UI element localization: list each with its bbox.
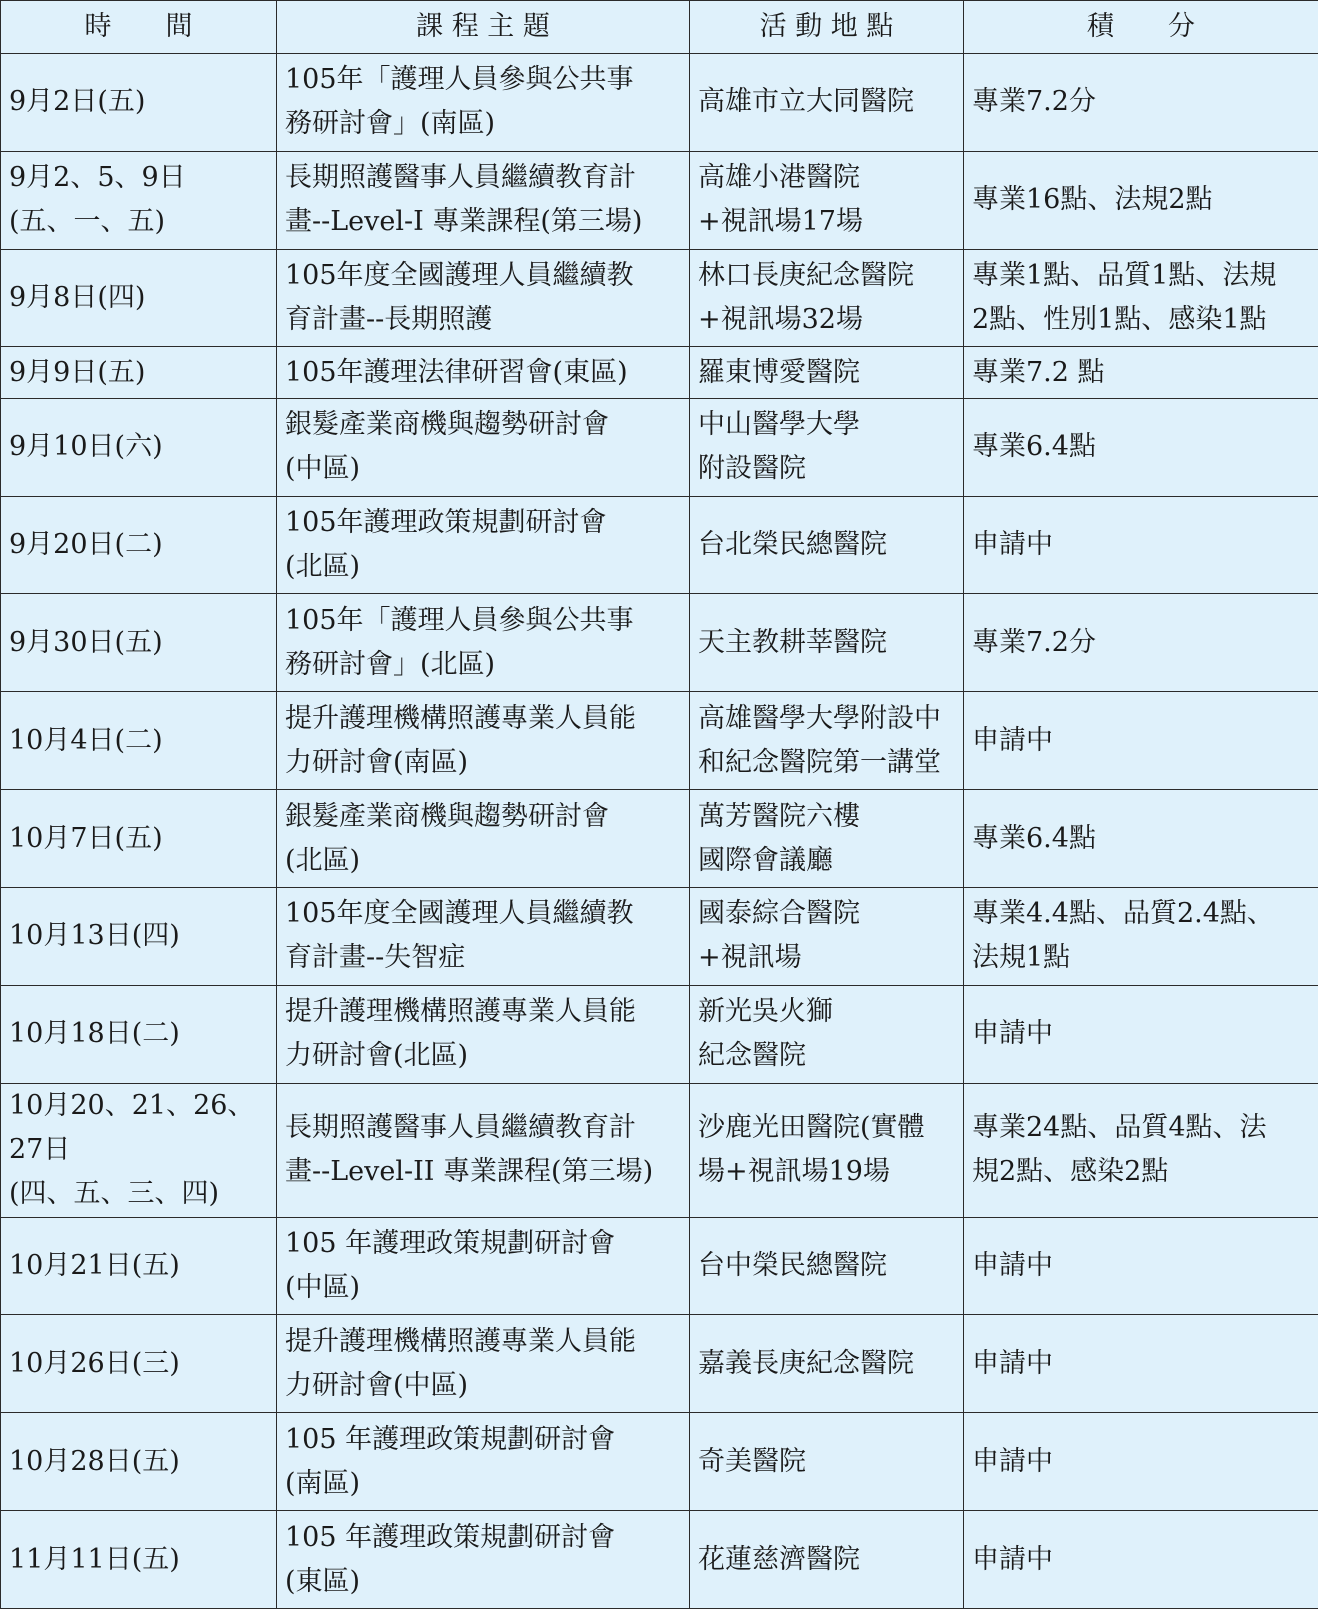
cell-place: 林口長庚紀念醫院 +視訊場32場: [690, 249, 964, 347]
cell-topic: 105年度全國護理人員繼續教 育計畫--長期照護: [277, 249, 690, 347]
cell-topic: 105 年護理政策規劃研討會 (東區): [277, 1511, 690, 1609]
cell-time: 10月26日(三): [1, 1315, 277, 1413]
cell-credit: 專業16點、法規2點: [964, 151, 1318, 249]
cell-place: 花蓮慈濟醫院: [690, 1511, 964, 1609]
cell-credit: 專業1點、品質1點、法規 2點、性別1點、感染1點: [964, 249, 1318, 347]
cell-time: 10月13日(四): [1, 887, 277, 985]
table-row: [1, 54, 1318, 152]
header-topic: 課 程 主 題: [277, 1, 690, 54]
cell-topic: 提升護理機構照護專業人員能 力研討會(中區): [277, 1315, 690, 1413]
cell-time: 9月9日(五): [1, 347, 277, 398]
cell-time: 9月30日(五): [1, 594, 277, 692]
table-row: [1, 790, 1318, 888]
cell-time: 10月20、21、26、27日 (四、五、三、四): [1, 1083, 277, 1217]
cell-time: 10月7日(五): [1, 790, 277, 888]
header-time: 時 間: [1, 1, 277, 54]
cell-topic: 105年度全國護理人員繼續教 育計畫--失智症: [277, 887, 690, 985]
table-row: [1, 249, 1318, 347]
cell-credit: 專業7.2 點: [964, 347, 1318, 398]
cell-topic: 105年「護理人員參與公共事 務研討會」(北區): [277, 594, 690, 692]
cell-credit: 申請中: [964, 692, 1318, 790]
table-row: [1, 1413, 1318, 1511]
cell-credit: 申請中: [964, 1315, 1318, 1413]
cell-time: 9月8日(四): [1, 249, 277, 347]
table-row: [1, 398, 1318, 496]
cell-topic: 105年「護理人員參與公共事 務研討會」(南區): [277, 54, 690, 152]
cell-place: 奇美醫院: [690, 1413, 964, 1511]
header-row: [1, 1, 1318, 54]
cell-place: 高雄醫學大學附設中 和紀念醫院第一講堂: [690, 692, 964, 790]
table-row: [1, 1217, 1318, 1315]
cell-credit: 申請中: [964, 1413, 1318, 1511]
cell-time: 10月18日(二): [1, 985, 277, 1083]
cell-place: 台中榮民總醫院: [690, 1217, 964, 1315]
cell-time: 9月10日(六): [1, 398, 277, 496]
cell-time: 9月2、5、9日 (五、一、五): [1, 151, 277, 249]
cell-credit: 專業6.4點: [964, 790, 1318, 888]
cell-place: 中山醫學大學 附設醫院: [690, 398, 964, 496]
cell-credit: 專業4.4點、品質2.4點、 法規1點: [964, 887, 1318, 985]
cell-topic: 提升護理機構照護專業人員能 力研討會(北區): [277, 985, 690, 1083]
table-row: [1, 496, 1318, 594]
cell-time: 9月2日(五): [1, 54, 277, 152]
cell-credit: 申請中: [964, 985, 1318, 1083]
cell-place: 高雄市立大同醫院: [690, 54, 964, 152]
cell-place: 萬芳醫院六樓 國際會議廳: [690, 790, 964, 888]
cell-topic: 長期照護醫事人員繼續教育計 畫--Level-I 專業課程(第三場): [277, 151, 690, 249]
cell-time: 9月20日(二): [1, 496, 277, 594]
table-row: [1, 692, 1318, 790]
cell-topic: 銀髮產業商機與趨勢研討會 (北區): [277, 790, 690, 888]
cell-place: 羅東博愛醫院: [690, 347, 964, 398]
cell-credit: 申請中: [964, 496, 1318, 594]
cell-credit: 專業7.2分: [964, 54, 1318, 152]
cell-topic: 長期照護醫事人員繼續教育計 畫--Level-II 專業課程(第三場): [277, 1083, 690, 1217]
cell-credit: 申請中: [964, 1217, 1318, 1315]
cell-place: 高雄小港醫院 +視訊場17場: [690, 151, 964, 249]
table-row: [1, 1315, 1318, 1413]
cell-credit: 申請中: [964, 1511, 1318, 1609]
cell-place: 國泰綜合醫院 +視訊場: [690, 887, 964, 985]
cell-time: 11月11日(五): [1, 1511, 277, 1609]
cell-topic: 105年護理政策規劃研討會 (北區): [277, 496, 690, 594]
cell-topic: 105 年護理政策規劃研討會 (中區): [277, 1217, 690, 1315]
table-row: [1, 151, 1318, 249]
cell-topic: 提升護理機構照護專業人員能 力研討會(南區): [277, 692, 690, 790]
table-row: [1, 1083, 1318, 1217]
cell-topic: 105年護理法律研習會(東區): [277, 347, 690, 398]
table-row: [1, 594, 1318, 692]
header-place: 活 動 地 點: [690, 1, 964, 54]
header-credit: 積 分: [964, 1, 1318, 54]
cell-time: 10月21日(五): [1, 1217, 277, 1315]
cell-credit: 專業24點、品質4點、法 規2點、感染2點: [964, 1083, 1318, 1217]
cell-place: 嘉義長庚紀念醫院: [690, 1315, 964, 1413]
cell-place: 天主教耕莘醫院: [690, 594, 964, 692]
table-row: [1, 985, 1318, 1083]
cell-time: 10月4日(二): [1, 692, 277, 790]
cell-topic: 105 年護理政策規劃研討會 (南區): [277, 1413, 690, 1511]
cell-place: 台北榮民總醫院: [690, 496, 964, 594]
cell-place: 新光吳火獅 紀念醫院: [690, 985, 964, 1083]
table-row: [1, 1511, 1318, 1609]
cell-time: 10月28日(五): [1, 1413, 277, 1511]
table-row: [1, 887, 1318, 985]
cell-place: 沙鹿光田醫院(實體 場+視訊場19場: [690, 1083, 964, 1217]
cell-credit: 專業7.2分: [964, 594, 1318, 692]
cell-credit: 專業6.4點: [964, 398, 1318, 496]
table-row: [1, 347, 1318, 398]
cell-topic: 銀髮產業商機與趨勢研討會 (中區): [277, 398, 690, 496]
